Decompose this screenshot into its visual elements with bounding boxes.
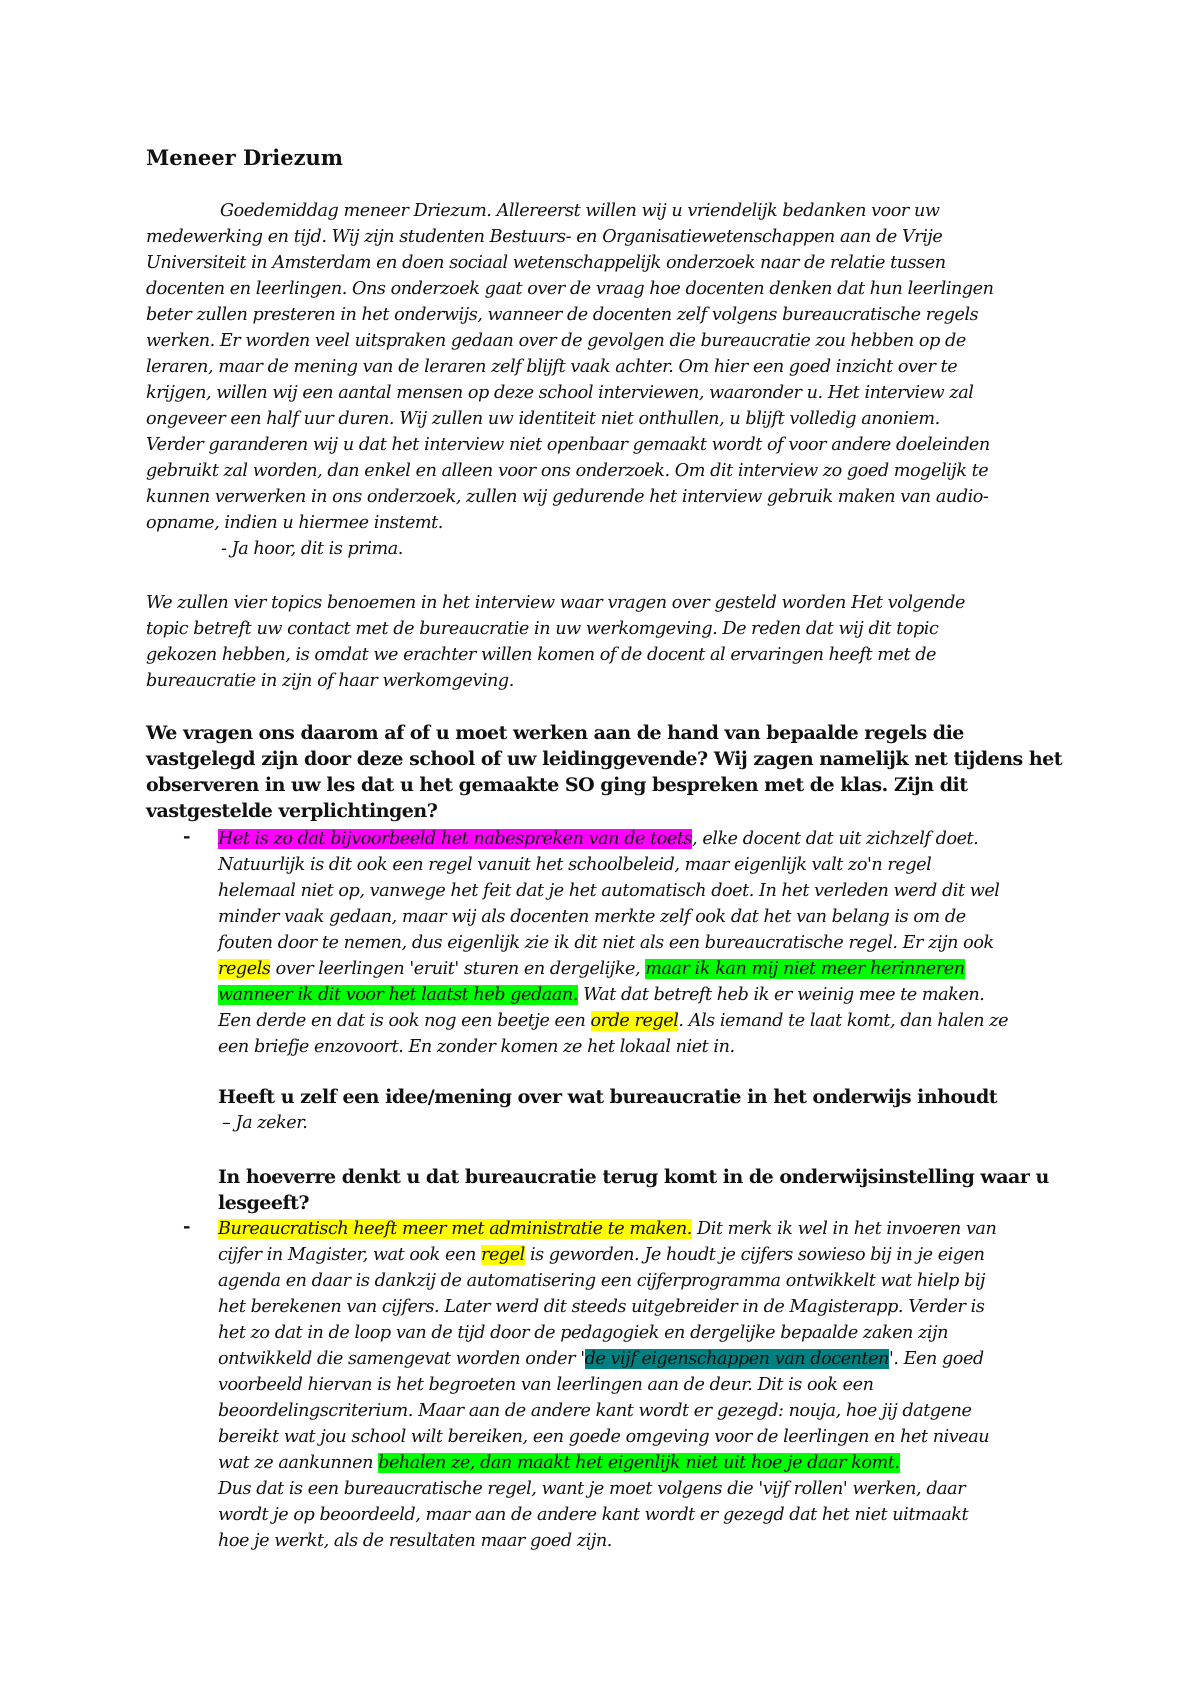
answer-line: agenda en daar is dankzij de automatisering een cijferprogramma ontwikkelt wat hielp bij [218,1271,986,1291]
intro-paragraph [146,198,1086,562]
answer-line [218,1346,1098,1372]
intro-line: Universiteit in Amsterdam en doen sociaal wetenschappelijk onderzoek naar de relatie tussen [146,253,946,273]
answer-line [218,826,1098,852]
question-line: observeren in uw les dat u het gemaakte SO ging bespreken met de klas. Zijn dit [146,774,968,796]
question-2 [218,1084,1098,1136]
highlight-green: behalen ze, dan maakt het eigenlijk niet uit hoe je daar komt. [378,1453,900,1473]
topic-line: We zullen vier topics benoemen in het interview waar vragen over gesteld worden Het volgende [146,593,965,613]
answer-line: Dus dat is een bureaucratische regel, want je moet volgens die 'vijf rollen' werken, daar [218,1479,966,1499]
answer-line: voorbeeld hiervan is het begroeten van leerlingen aan de deur. Dit is ook een [218,1375,874,1395]
question-line: lesgeeft? [218,1192,310,1214]
answer-line: Natuurlijk is dit ook een regel vanuit het schoolbeleid, maar eigenlijk valt zo'n regel [218,855,932,875]
answer-text: Dit merk ik wel in het invoeren van [691,1219,997,1239]
question-line: vastgestelde verplichtingen? [146,800,438,822]
topic-line: bureaucratie in zijn of haar werkomgeving. [146,671,514,691]
answer-line: beoordelingscriterium. Maar aan de andere kant wordt er gezegd: nouja, hoe jij datgene [218,1401,972,1421]
answer-1 [218,826,1098,1060]
answer-text: ontwikkeld die samengevat worden onder ' [218,1349,585,1369]
question-line: Heeft u zelf een idee/mening over wat bureaucratie in het onderwijs inhoudt [218,1086,998,1108]
answer-text: cijfer in Magister, wat ook een [218,1245,481,1265]
highlight-green: wanneer ik dit voor het laatst heb gedaan. [218,985,578,1005]
answer-text: wat ze aankunnen [218,1453,379,1473]
highlight-yellow: regels [218,959,271,979]
answer-text: Een derde en dat is ook nog een beetje een [218,1011,591,1031]
answer-line [218,1216,1098,1242]
intro-line: docenten en leerlingen. Ons onderzoek gaat over de vraag hoe docenten denken dat hun leerlingen [146,279,994,299]
answer-line: fouten door te nemen, dus eigenlijk zie ik dit niet als een bureaucratische regel. Er zijn ook [218,933,994,953]
answer-line: een briefje enzovoort. En zonder komen ze het lokaal niet in. [218,1037,735,1057]
intro-line: leraren, maar de mening van de leraren zelf blijft vaak achter. Om hier een goed inzicht over te [146,357,958,377]
answer-line: wordt je op beoordeeld, maar aan de andere kant wordt er gezegd dat het niet uitmaakt [218,1505,969,1525]
intro-line: werken. Er worden veel uitspraken gedaan over de gevolgen die bureaucratie zou hebben op de [146,331,966,351]
intro-line: medewerking en tijd. Wij zijn studenten Bestuurs- en Organisatiewetenschappen aan de Vrije [146,227,943,247]
answer-text: is geworden. Je houdt je cijfers sowieso bij in je eigen [524,1245,985,1265]
question-line: We vragen ons daarom af of u moet werken aan de hand van bepaalde regels die [146,722,964,744]
answer-line: het berekenen van cijfers. Later werd dit steeds uitgebreider in de Magisterapp. Verder is [218,1297,985,1317]
question-line: vastgelegd zijn door deze school of uw leidinggevende? Wij zagen namelijk net tijdens het [146,748,1063,770]
answer-line [218,1242,1098,1268]
answer-line [218,1008,1098,1034]
answer-line: het zo dat in de loop van de tijd door de pedagogiek en dergelijke bepaalde zaken zijn [218,1323,948,1343]
answer-line: hoe je werkt, als de resultaten maar goed zijn. [218,1531,612,1551]
answer-text: over leerlingen 'eruit' sturen en dergelijke, [270,959,646,979]
intro-line: ongeveer een half uur duren. Wij zullen uw identiteit niet onthullen, u blijft volledig anoniem. [146,409,940,429]
topic-line: gekozen hebben, is omdat we erachter willen komen of de docent al ervaringen heeft met de [146,645,936,665]
answer-line: bereikt wat jou school wilt bereiken, een goede omgeving voor de leerlingen en het niveau [218,1427,990,1447]
bullet-marker: - [183,1216,191,1237]
bullet-marker: - [183,826,191,847]
intro-line: opname, indien u hiermee instemt. [146,513,443,533]
highlight-magenta: Het is zo dat bijvoorbeeld het nabespreken van de toets [218,829,693,849]
answer-line: minder vaak gedaan, maar wij als docenten merkte zelf ook dat het van belang is om de [218,907,966,927]
intro-line: Verder garanderen wij u dat het interview niet openbaar gemaakt wordt of voor andere doeleinden [146,435,990,455]
question-1 [146,720,1086,824]
question-line: In hoeverre denkt u dat bureaucratie terug komt in de onderwijsinstelling waar u [218,1166,1049,1188]
intro-line: kunnen verwerken in ons onderzoek, zullen wij gedurende het interview gebruik maken van audio- [146,487,989,507]
answer-text: . Als iemand te laat komt, dan halen ze [678,1011,1009,1031]
intro-line: gebruikt zal worden, dan enkel en alleen voor ons onderzoek. Om dit interview zo goed mogelijk te [146,461,989,481]
intro-line: beter zullen presteren in het onderwijs, wanneer de docenten zelf volgens bureaucratische regels [146,305,979,325]
answer-text: , elke docent dat uit zichzelf doet. [692,829,979,849]
document-title: Meneer Driezum [146,145,343,170]
highlight-yellow: regel [480,1245,525,1265]
question-3 [218,1164,1098,1216]
answer-text: Wat dat betreft heb ik er weinig mee te maken. [577,985,985,1005]
highlight-teal: de vijf eigenschappen van docenten [584,1349,889,1369]
topic-paragraph [146,590,1086,694]
answer-text: '. Een goed [888,1349,984,1369]
answer-line: helemaal niet op, vanwege het feit dat je het automatisch doet. In het verleden werd dit wel [218,881,1000,901]
highlight-yellow: orde regel [590,1011,679,1031]
answer-line [218,982,1098,1008]
answer-line: – Ja zeker. [222,1113,308,1133]
topic-line: topic betreft uw contact met de bureaucratie in uw werkomgeving. De reden dat wij dit topic [146,619,939,639]
intro-line: Goedemiddag meneer Driezum. Allereerst willen wij u vriendelijk bedanken voor uw [220,201,940,221]
highlight-yellow: Bureaucratisch heeft meer met administratie te maken. [218,1219,692,1239]
answer-line [218,1450,1098,1476]
answer-line [218,956,1098,982]
answer-3 [218,1216,1098,1554]
reply-line: - Ja hoor, dit is prima. [221,539,403,559]
intro-line: krijgen, willen wij een aantal mensen op deze school interviewen, waaronder u. Het interview zal [146,383,974,403]
highlight-green: maar ik kan mij niet meer herinneren [645,959,965,979]
